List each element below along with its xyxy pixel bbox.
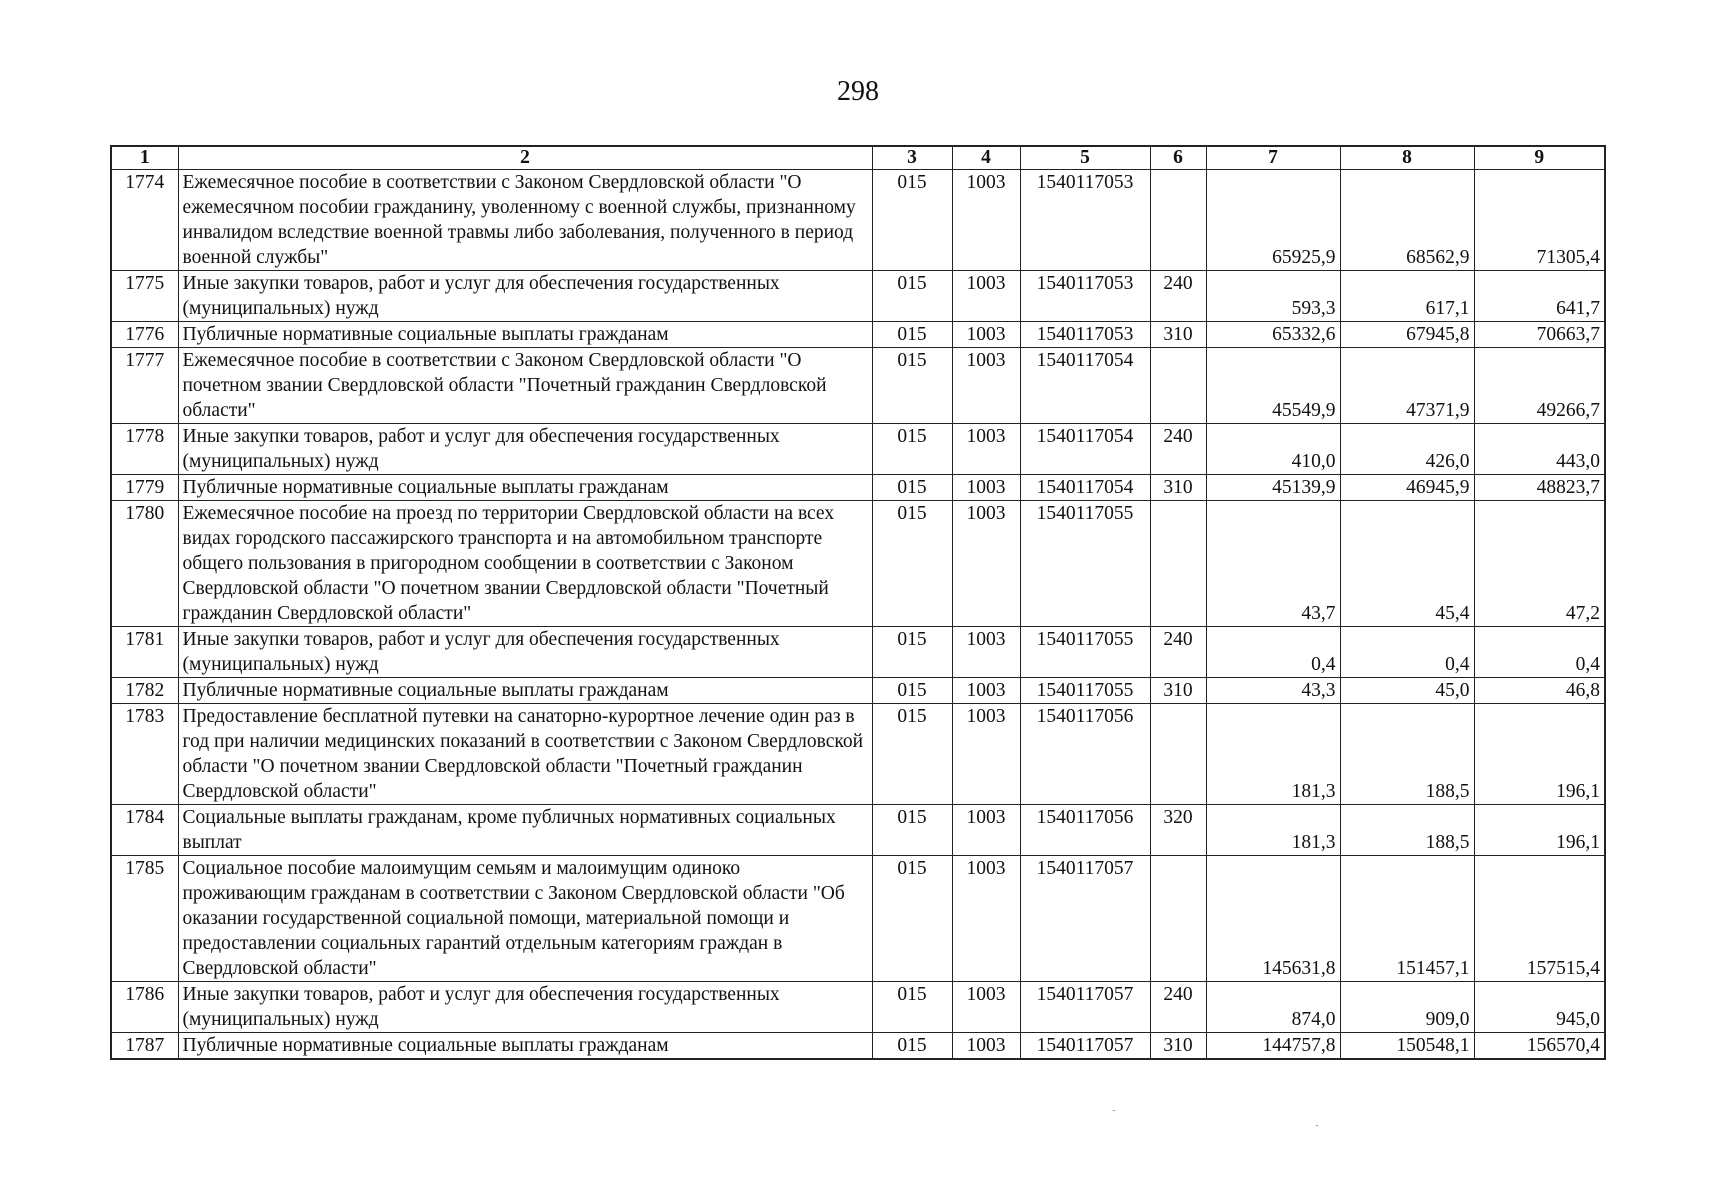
amount-col7: 43,3 bbox=[1206, 678, 1340, 704]
amount-col9: 196,1 bbox=[1474, 704, 1605, 805]
section-code: 1003 bbox=[952, 678, 1020, 704]
table-row bbox=[111, 856, 1605, 982]
target-article-code: 1540117055 bbox=[1020, 627, 1150, 678]
ministry-code: 015 bbox=[872, 678, 952, 704]
row-number: 1783 bbox=[111, 704, 178, 805]
target-article-code: 1540117053 bbox=[1020, 322, 1150, 348]
amount-col9: 48823,7 bbox=[1474, 475, 1605, 501]
row-name: Иные закупки товаров, работ и услуг для обеспечения государственных (муниципальных) нужд bbox=[178, 271, 872, 322]
expense-type-code: 310 bbox=[1150, 322, 1206, 348]
section-code: 1003 bbox=[952, 348, 1020, 424]
row-number: 1775 bbox=[111, 271, 178, 322]
amount-col8: 617,1 bbox=[1340, 271, 1474, 322]
column-header: 4 bbox=[952, 146, 1020, 170]
table-row bbox=[111, 704, 1605, 805]
row-name: Ежемесячное пособие на проезд по территории Свердловской области на всех видах городского пассажирского транспорта и на автомобильном транспорте общего пользования в пригородном сообщении в соответствии с Законом Свердловской области "О почетном звании Свердловской области "Почетный гражданин Свердловской области" bbox=[178, 501, 872, 627]
column-header: 7 bbox=[1206, 146, 1340, 170]
expense-type-code bbox=[1150, 501, 1206, 627]
section-code: 1003 bbox=[952, 805, 1020, 856]
amount-col8: 188,5 bbox=[1340, 704, 1474, 805]
row-number: 1786 bbox=[111, 982, 178, 1033]
target-article-code: 1540117056 bbox=[1020, 704, 1150, 805]
section-code: 1003 bbox=[952, 170, 1020, 271]
section-code: 1003 bbox=[952, 501, 1020, 627]
ministry-code: 015 bbox=[872, 475, 952, 501]
row-name: Социальные выплаты гражданам, кроме публичных нормативных социальных выплат bbox=[178, 805, 872, 856]
section-code: 1003 bbox=[952, 856, 1020, 982]
row-name: Публичные нормативные социальные выплаты гражданам bbox=[178, 678, 872, 704]
amount-col7: 65332,6 bbox=[1206, 322, 1340, 348]
row-name: Публичные нормативные социальные выплаты гражданам bbox=[178, 475, 872, 501]
row-number: 1787 bbox=[111, 1033, 178, 1060]
column-header: 9 bbox=[1474, 146, 1605, 170]
amount-col9: 70663,7 bbox=[1474, 322, 1605, 348]
target-article-code: 1540117057 bbox=[1020, 982, 1150, 1033]
table-row bbox=[111, 348, 1605, 424]
amount-col9: 49266,7 bbox=[1474, 348, 1605, 424]
header-row bbox=[111, 146, 1605, 170]
table-row bbox=[111, 271, 1605, 322]
section-code: 1003 bbox=[952, 704, 1020, 805]
row-name: Иные закупки товаров, работ и услуг для обеспечения государственных (муниципальных) нужд bbox=[178, 627, 872, 678]
section-code: 1003 bbox=[952, 1033, 1020, 1060]
target-article-code: 1540117054 bbox=[1020, 348, 1150, 424]
expense-type-code: 240 bbox=[1150, 982, 1206, 1033]
amount-col9: 46,8 bbox=[1474, 678, 1605, 704]
row-number: 1781 bbox=[111, 627, 178, 678]
table-row bbox=[111, 170, 1605, 271]
ministry-code: 015 bbox=[872, 805, 952, 856]
target-article-code: 1540117053 bbox=[1020, 271, 1150, 322]
amount-col9: 196,1 bbox=[1474, 805, 1605, 856]
section-code: 1003 bbox=[952, 627, 1020, 678]
amount-col8: 909,0 bbox=[1340, 982, 1474, 1033]
column-header: 3 bbox=[872, 146, 952, 170]
expense-type-code bbox=[1150, 348, 1206, 424]
amount-col9: 0,4 bbox=[1474, 627, 1605, 678]
table-row bbox=[111, 1033, 1605, 1060]
expense-type-code: 310 bbox=[1150, 678, 1206, 704]
ministry-code: 015 bbox=[872, 271, 952, 322]
column-header: 6 bbox=[1150, 146, 1206, 170]
target-article-code: 1540117057 bbox=[1020, 856, 1150, 982]
ministry-code: 015 bbox=[872, 627, 952, 678]
expense-type-code: 310 bbox=[1150, 1033, 1206, 1060]
ministry-code: 015 bbox=[872, 1033, 952, 1060]
row-name: Ежемесячное пособие в соответствии с Законом Свердловской области "О почетном звании Свердловской области "Почетный гражданин Свердловской области" bbox=[178, 348, 872, 424]
amount-col7: 874,0 bbox=[1206, 982, 1340, 1033]
amount-col8: 47371,9 bbox=[1340, 348, 1474, 424]
row-number: 1774 bbox=[111, 170, 178, 271]
row-name: Иные закупки товаров, работ и услуг для обеспечения государственных (муниципальных) нужд bbox=[178, 424, 872, 475]
row-number: 1780 bbox=[111, 501, 178, 627]
amount-col7: 43,7 bbox=[1206, 501, 1340, 627]
amount-col8: 45,4 bbox=[1340, 501, 1474, 627]
ministry-code: 015 bbox=[872, 424, 952, 475]
amount-col8: 45,0 bbox=[1340, 678, 1474, 704]
row-number: 1776 bbox=[111, 322, 178, 348]
table-row bbox=[111, 475, 1605, 501]
amount-col8: 150548,1 bbox=[1340, 1033, 1474, 1060]
amount-col7: 0,4 bbox=[1206, 627, 1340, 678]
section-code: 1003 bbox=[952, 424, 1020, 475]
table-row bbox=[111, 501, 1605, 627]
amount-col9: 443,0 bbox=[1474, 424, 1605, 475]
column-header: 5 bbox=[1020, 146, 1150, 170]
target-article-code: 1540117056 bbox=[1020, 805, 1150, 856]
column-header: 1 bbox=[111, 146, 178, 170]
amount-col9: 641,7 bbox=[1474, 271, 1605, 322]
amount-col8: 68562,9 bbox=[1340, 170, 1474, 271]
expense-type-code: 320 bbox=[1150, 805, 1206, 856]
amount-col7: 144757,8 bbox=[1206, 1033, 1340, 1060]
expense-type-code bbox=[1150, 170, 1206, 271]
ministry-code: 015 bbox=[872, 856, 952, 982]
amount-col8: 46945,9 bbox=[1340, 475, 1474, 501]
table-row bbox=[111, 424, 1605, 475]
column-header: 2 bbox=[178, 146, 872, 170]
target-article-code: 1540117055 bbox=[1020, 501, 1150, 627]
amount-col9: 71305,4 bbox=[1474, 170, 1605, 271]
target-article-code: 1540117054 bbox=[1020, 424, 1150, 475]
row-name: Иные закупки товаров, работ и услуг для обеспечения государственных (муниципальных) нужд bbox=[178, 982, 872, 1033]
ministry-code: 015 bbox=[872, 348, 952, 424]
target-article-code: 1540117054 bbox=[1020, 475, 1150, 501]
target-article-code: 1540117055 bbox=[1020, 678, 1150, 704]
row-number: 1779 bbox=[111, 475, 178, 501]
expense-type-code: 240 bbox=[1150, 627, 1206, 678]
amount-col8: 0,4 bbox=[1340, 627, 1474, 678]
section-code: 1003 bbox=[952, 475, 1020, 501]
target-article-code: 1540117057 bbox=[1020, 1033, 1150, 1060]
amount-col7: 181,3 bbox=[1206, 805, 1340, 856]
amount-col9: 156570,4 bbox=[1474, 1033, 1605, 1060]
row-name: Публичные нормативные социальные выплаты гражданам bbox=[178, 322, 872, 348]
amount-col7: 65925,9 bbox=[1206, 170, 1340, 271]
table-row bbox=[111, 982, 1605, 1033]
amount-col9: 945,0 bbox=[1474, 982, 1605, 1033]
scan-speck bbox=[1113, 1110, 1115, 1111]
target-article-code: 1540117053 bbox=[1020, 170, 1150, 271]
amount-col7: 145631,8 bbox=[1206, 856, 1340, 982]
row-number: 1785 bbox=[111, 856, 178, 982]
table-row bbox=[111, 805, 1605, 856]
amount-col8: 151457,1 bbox=[1340, 856, 1474, 982]
row-name: Ежемесячное пособие в соответствии с Законом Свердловской области "О ежемесячном пособии гражданину, уволенному с военной службы, признанному инвалидом вследствие военной травмы либо заболевания, полученного в период военной службы" bbox=[178, 170, 872, 271]
section-code: 1003 bbox=[952, 982, 1020, 1033]
expense-type-code bbox=[1150, 704, 1206, 805]
row-number: 1778 bbox=[111, 424, 178, 475]
page-number: 298 bbox=[837, 76, 879, 107]
table-row bbox=[111, 627, 1605, 678]
table-row bbox=[111, 678, 1605, 704]
row-name: Социальное пособие малоимущим семьям и малоимущим одиноко проживающим гражданам в соответствии с Законом Свердловской области "Об оказании государственной социальной помощи, материальной помощи и предоставлении социальных гарантий отдельным категориям граждан в Свердловской области" bbox=[178, 856, 872, 982]
ministry-code: 015 bbox=[872, 704, 952, 805]
amount-col9: 47,2 bbox=[1474, 501, 1605, 627]
row-name: Публичные нормативные социальные выплаты гражданам bbox=[178, 1033, 872, 1060]
expense-type-code bbox=[1150, 856, 1206, 982]
row-number: 1777 bbox=[111, 348, 178, 424]
amount-col8: 426,0 bbox=[1340, 424, 1474, 475]
expense-type-code: 240 bbox=[1150, 424, 1206, 475]
budget-table bbox=[110, 145, 1606, 1060]
scan-speck bbox=[1316, 1125, 1318, 1126]
amount-col7: 45139,9 bbox=[1206, 475, 1340, 501]
row-name: Предоставление бесплатной путевки на санаторно-курортное лечение один раз в год при наличии медицинских показаний в соответствии с Законом Свердловской области "О почетном звании Свердловской области "Почетный гражданин Свердловской области" bbox=[178, 704, 872, 805]
amount-col7: 593,3 bbox=[1206, 271, 1340, 322]
ministry-code: 015 bbox=[872, 322, 952, 348]
row-number: 1782 bbox=[111, 678, 178, 704]
amount-col7: 410,0 bbox=[1206, 424, 1340, 475]
expense-type-code: 310 bbox=[1150, 475, 1206, 501]
amount-col9: 157515,4 bbox=[1474, 856, 1605, 982]
amount-col7: 181,3 bbox=[1206, 704, 1340, 805]
section-code: 1003 bbox=[952, 322, 1020, 348]
table-row bbox=[111, 322, 1605, 348]
amount-col7: 45549,9 bbox=[1206, 348, 1340, 424]
amount-col8: 188,5 bbox=[1340, 805, 1474, 856]
section-code: 1003 bbox=[952, 271, 1020, 322]
amount-col8: 67945,8 bbox=[1340, 322, 1474, 348]
row-number: 1784 bbox=[111, 805, 178, 856]
ministry-code: 015 bbox=[872, 170, 952, 271]
ministry-code: 015 bbox=[872, 501, 952, 627]
expense-type-code: 240 bbox=[1150, 271, 1206, 322]
ministry-code: 015 bbox=[872, 982, 952, 1033]
column-header: 8 bbox=[1340, 146, 1474, 170]
